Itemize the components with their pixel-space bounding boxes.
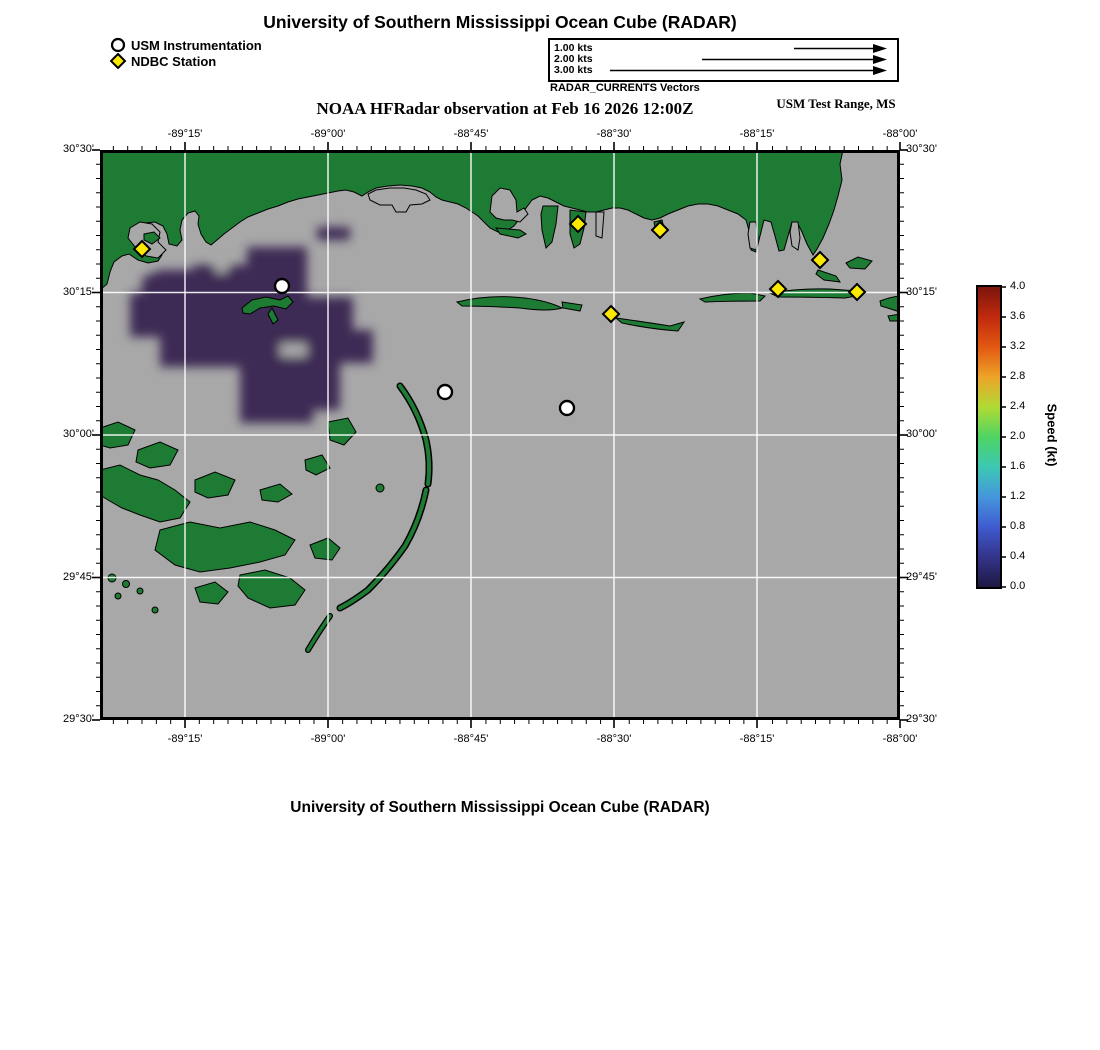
scale-arrow-label: 3.00 kts <box>554 64 593 76</box>
lon-tick-label-bottom: -88°00' <box>882 733 918 745</box>
lon-tick-label-bottom: -88°15' <box>739 733 775 745</box>
colorbar-tick-label: 0.0 <box>1010 580 1026 592</box>
lon-tick-label-top: -89°15' <box>167 128 203 140</box>
colorbar-tick-label: 2.8 <box>1010 370 1026 382</box>
colorbar <box>976 285 1002 589</box>
lon-tick-label-top: -88°45' <box>453 128 489 140</box>
legend-ndbc-label: NDBC Station <box>131 53 217 69</box>
footer-title: University of Southern Mississippi Ocean Cube (RADAR) <box>290 799 710 816</box>
inlet-mid <box>596 212 604 238</box>
lat-tick-label-left: 29°30' <box>63 713 94 725</box>
usm-instrumentation-marker <box>438 385 452 399</box>
lon-tick-label-top: -89°00' <box>310 128 346 140</box>
colorbar-tick-label: 4.0 <box>1010 280 1026 292</box>
vector-scale-caption: RADAR_CURRENTS Vectors <box>550 82 700 94</box>
lon-tick-label-top: -88°30' <box>596 128 632 140</box>
scale-arrow-label: 1.00 kts <box>554 42 593 54</box>
colorbar-tick-label: 1.6 <box>1010 460 1026 472</box>
lon-tick-label-top: -88°15' <box>739 128 775 140</box>
ndbc-diamond-icon <box>110 53 128 69</box>
lat-tick-label-right: 30°30' <box>906 143 937 155</box>
vector-scale-arrows <box>550 40 893 76</box>
legend-item-usm <box>110 37 262 53</box>
scale-arrow-head <box>873 55 887 64</box>
range-label: USM Test Range, MS <box>776 96 896 111</box>
lat-tick-label-right: 30°15' <box>906 285 937 298</box>
map-frame <box>100 150 900 720</box>
lat-tick-label-right: 30°00' <box>906 428 937 440</box>
lon-tick-label-bottom: -89°15' <box>167 733 203 745</box>
usm-circle-icon <box>110 37 128 53</box>
inlet-pascagoula-east <box>790 222 800 250</box>
colorbar-gradient <box>978 287 1000 587</box>
map-canvas <box>100 150 900 720</box>
observation-subtitle: NOAA HFRadar observation at Feb 16 2026 12:00Z <box>316 99 694 118</box>
lat-tick-label-right: 29°30' <box>906 713 937 725</box>
lat-tick-label-left: 29°45' <box>63 570 94 583</box>
lon-tick-label-bottom: -88°30' <box>596 733 632 745</box>
legend-item-ndbc <box>110 53 262 69</box>
lon-tick-label-bottom: -88°45' <box>453 733 489 745</box>
map-legend <box>110 37 262 69</box>
lat-tick-label-left: 30°15' <box>63 285 94 298</box>
scale-arrow-label: 2.00 kts <box>554 53 593 65</box>
lat-tick-label-left: 30°30' <box>63 143 94 155</box>
page-title: University of Southern Mississippi Ocean Cube (RADAR) <box>263 12 737 32</box>
colorbar-tick-label: 0.4 <box>1010 550 1026 562</box>
scale-arrow-head <box>873 44 887 53</box>
colorbar-tick-label: 0.8 <box>1010 520 1026 532</box>
legend-usm-label: USM Instrumentation <box>131 37 262 53</box>
usm-instrumentation-marker <box>275 279 289 293</box>
colorbar-title: Speed (kt) <box>1044 403 1060 467</box>
vector-scale-box <box>548 38 899 82</box>
lat-tick-label-left: 30°00' <box>63 428 94 440</box>
scale-arrow-head <box>873 66 887 75</box>
usm-instrumentation-marker <box>560 401 574 415</box>
colorbar-tick-label: 3.6 <box>1010 310 1026 322</box>
colorbar-tick-label: 3.2 <box>1010 340 1026 352</box>
lon-tick-label-bottom: -89°00' <box>310 733 346 745</box>
lon-tick-label-top: -88°00' <box>882 128 918 140</box>
lat-tick-label-right: 29°45' <box>906 570 937 583</box>
colorbar-tick-label: 2.4 <box>1010 400 1026 412</box>
colorbar-tick-label: 1.2 <box>1010 490 1026 502</box>
colorbar-tick-label: 2.0 <box>1010 430 1026 442</box>
